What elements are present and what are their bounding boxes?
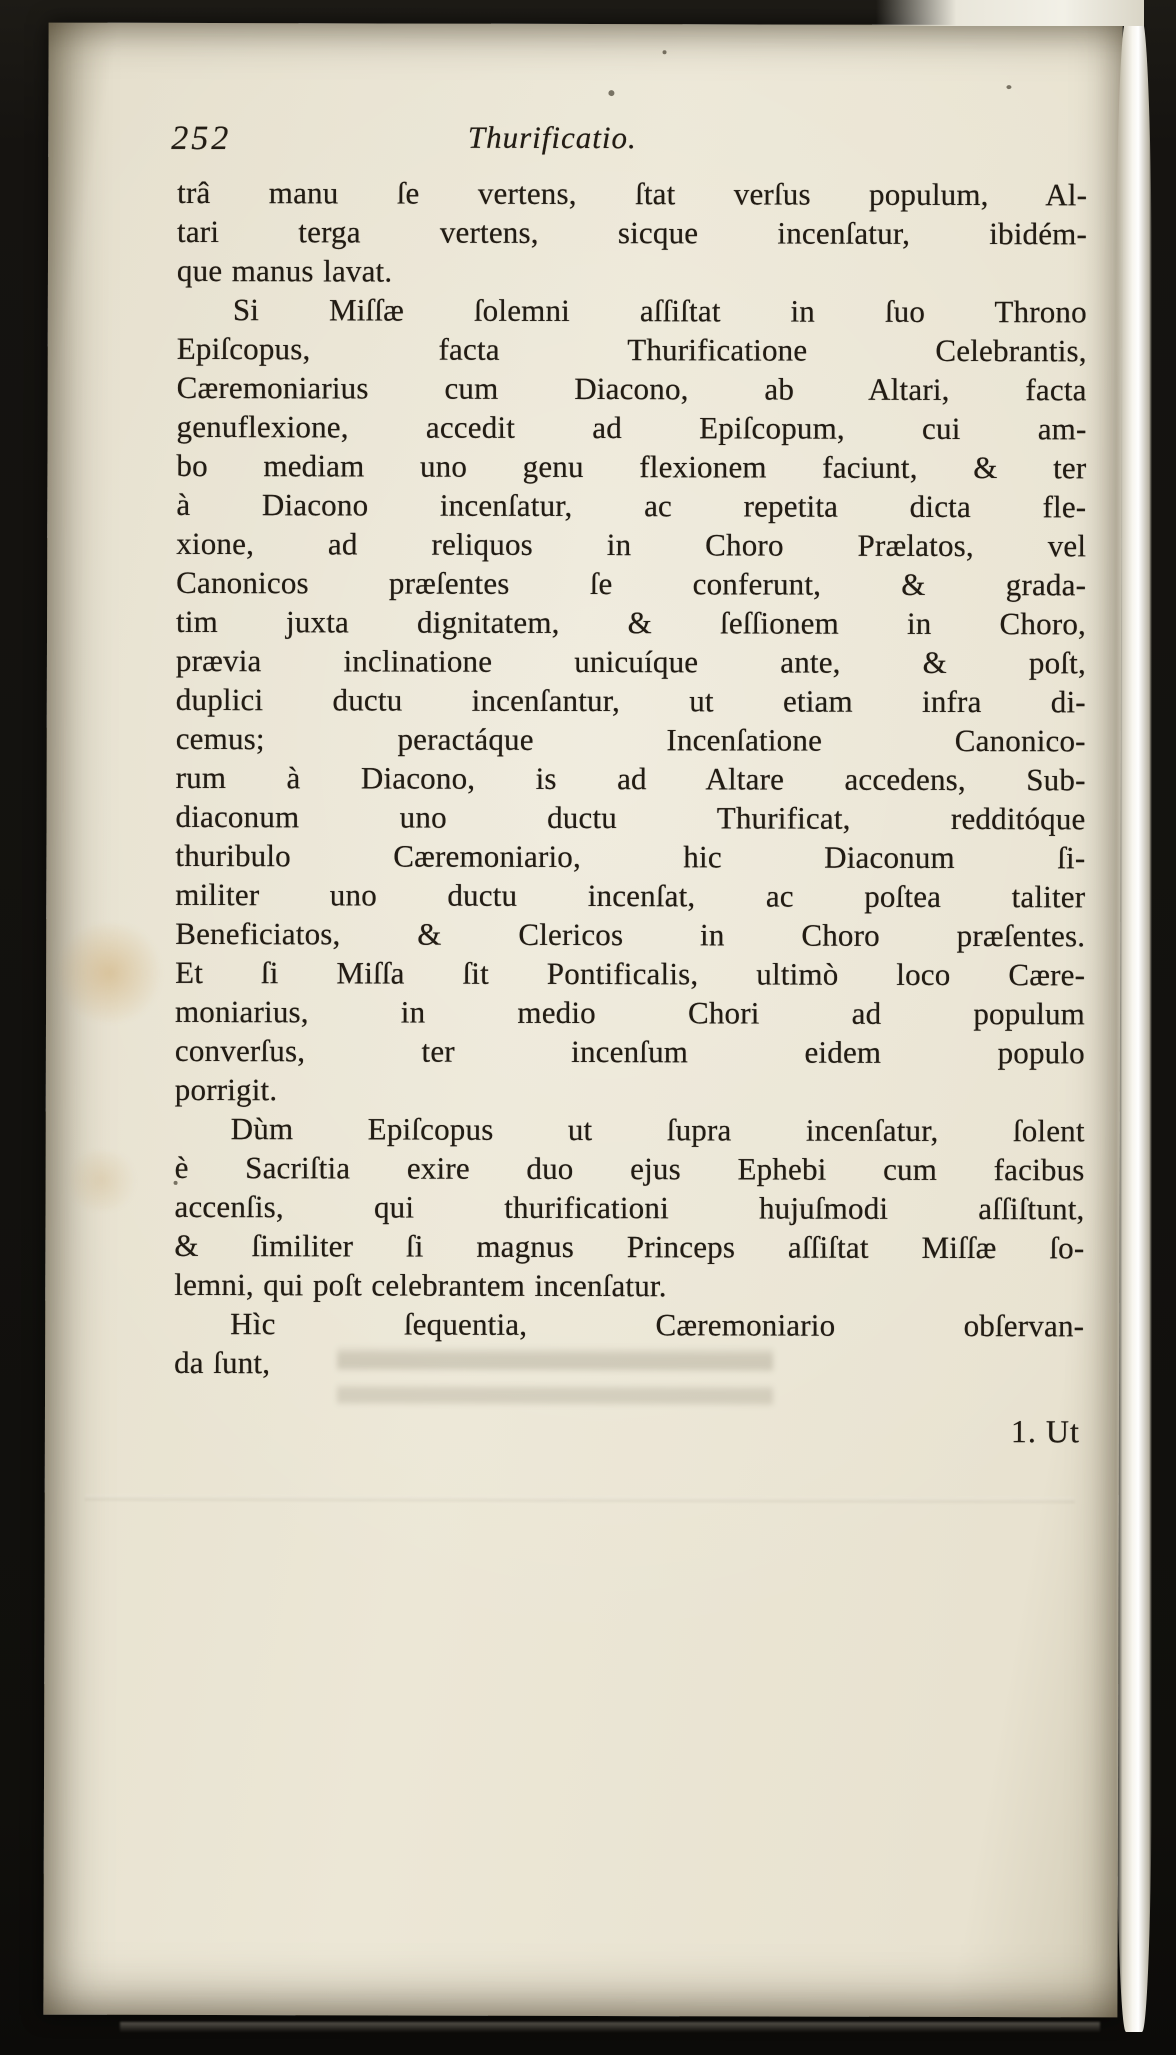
page-number: 252 <box>171 119 232 158</box>
body-text <box>174 173 1087 1384</box>
text-line: rum à Diacono, is ad Altare accedens, Sub- <box>175 759 1086 798</box>
text-line: Dùm Epiſcopus ut ſupra incenſatur, ſolent <box>230 1111 1085 1149</box>
text-line: thuribulo Cæremoniario, hic Diaconum ſi- <box>175 837 1086 876</box>
text-line: que manus lavat. <box>176 252 393 289</box>
text-line: Hìc ſequentia, Cæremoniario obſervan- <box>230 1306 1085 1344</box>
text-line: Et ſi Miſſa ſit Pontificalis, ultimò loco Cære- <box>175 954 1086 993</box>
text-line: bo mediam uno genu flexionem faciunt, & ter <box>176 447 1087 486</box>
text-line: converſus, ter incenſum eidem populo <box>174 1032 1085 1071</box>
ink-speck <box>608 90 614 96</box>
text-line: cemus; peractáque Incenſatione Canonico- <box>175 720 1086 759</box>
catchword: 1. Ut <box>1010 1413 1080 1450</box>
page-header-row <box>171 117 1087 167</box>
text-line: tari terga vertens, sicque incenſatur, ibidém- <box>177 213 1088 252</box>
text-line: xione, ad reliquos in Choro Prælatos, vel <box>176 525 1087 564</box>
text-line: tim juxta dignitatem, & ſeſſionem in Choro, <box>175 603 1087 642</box>
paper-stain <box>52 923 167 1023</box>
text-line: Si Miſſæ ſolemni aſſiſtat in ſuo Throno <box>232 292 1087 330</box>
text-line: trâ manu ſe vertens, ſtat verſus populum, Al- <box>177 174 1088 213</box>
text-line: lemni, qui poſt celebrantem incenſatur. <box>174 1266 667 1304</box>
book-fore-edge <box>1116 20 1152 2032</box>
page-content <box>171 117 1088 1451</box>
paper-crease <box>85 1495 1075 1504</box>
ink-speck <box>1006 85 1011 89</box>
text-line: Beneficiatos, & Clericos in Choro præſentes. <box>175 915 1086 954</box>
text-line: diaconum uno ductu Thurificat, redditóque <box>175 798 1086 837</box>
page-top-edge <box>876 0 1144 26</box>
text-line: duplici ductu incenſantur, ut etiam infra di- <box>175 681 1086 720</box>
text-line: porrigit. <box>174 1071 278 1108</box>
page-bottom-edge <box>120 2022 1100 2032</box>
text-line: militer uno ductu incenſat, ac poſtea taliter <box>175 876 1086 915</box>
text-line: à Diacono incenſatur, ac repetita dicta fle- <box>176 486 1087 525</box>
text-line: & ſimiliter ſi magnus Princeps aſſiſtat Miſſæ ſo- <box>174 1227 1085 1266</box>
running-header: Thurificatio. <box>467 119 637 156</box>
text-line: è Sacriſtia exire duo ejus Ephebi cum facibus <box>174 1149 1085 1188</box>
text-line: moniarius, in medio Chori ad populum <box>174 993 1086 1032</box>
text-line: accenſis, qui thurificationi hujuſmodi aſſiſtunt, <box>174 1188 1085 1227</box>
ink-speck <box>663 50 667 54</box>
text-line: genuflexione, accedit ad Epiſcopum, cui am- <box>176 408 1087 447</box>
text-line: Cæremoniarius cum Diacono, ab Altari, facta <box>176 369 1087 408</box>
book-page <box>43 23 1122 2018</box>
text-line: prævia inclinatione unicuíque ante, & poſt, <box>175 642 1086 681</box>
paper-stain <box>61 1151 141 1211</box>
text-line: Canonicos præſentes ſe conferunt, & grada- <box>176 564 1087 603</box>
text-line: da ſunt, <box>174 1344 271 1381</box>
text-line: Epiſcopus, facta Thurificatione Celebrantis, <box>176 330 1087 369</box>
